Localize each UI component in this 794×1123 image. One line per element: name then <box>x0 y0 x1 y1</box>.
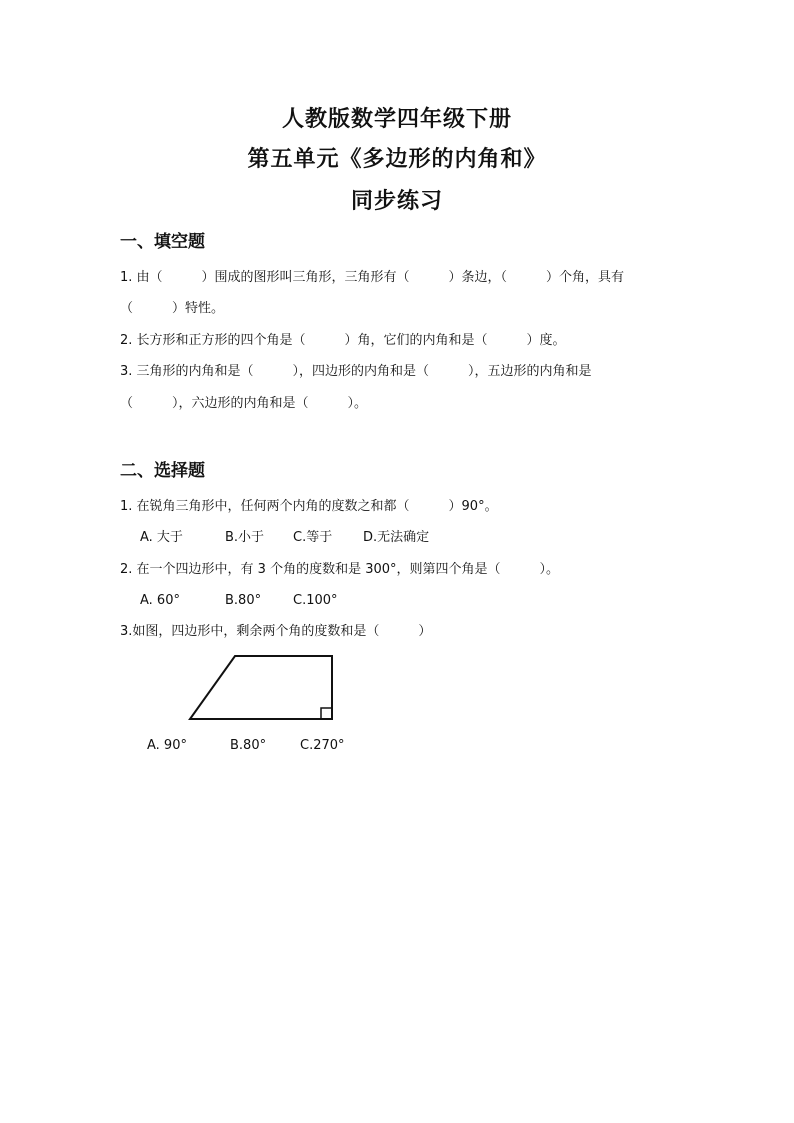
option-c: C.270° <box>300 738 345 753</box>
worksheet-unit-title: 第五单元《多边形的内角和》 <box>247 146 547 172</box>
fill-in-question-1-cont: （ ）特性。 <box>120 301 225 316</box>
quadrilateral-figure <box>180 648 340 728</box>
option-c: C.等于 <box>293 530 333 545</box>
option-b: B.80° <box>230 738 267 753</box>
choice-question-3-options <box>147 736 345 756</box>
worksheet-subtitle: 同步练习 <box>350 188 443 214</box>
fill-in-question-1: 1. 由（ ）围成的图形叫三角形，三角形有（ ）条边，（ ）个角，具有 <box>120 270 625 285</box>
choice-question-2: 2. 在一个四边形中，有 3 个角的度数和是 300°，则第四个角是（ ）。 <box>120 562 560 577</box>
option-a: A. 60° <box>140 593 180 608</box>
fill-in-question-3-cont: （ ），六边形的内角和是（ ）。 <box>120 396 368 411</box>
choice-question-3: 3.如图，四边形中，剩余两个角的度数和是（ ） <box>120 624 432 639</box>
choice-question-1-options <box>140 528 429 548</box>
option-d: D.无法确定 <box>363 530 430 545</box>
right-angle-mark <box>321 708 332 719</box>
option-c: C.100° <box>293 593 338 608</box>
section-choice-heading: 二、选择题 <box>120 461 205 481</box>
fill-in-question-2: 2. 长方形和正方形的四个角是（ ）角，它们的内角和是（ ）度。 <box>120 333 566 348</box>
quadrilateral-shape <box>190 656 332 719</box>
option-a: A. 大于 <box>140 530 183 545</box>
option-b: B.80° <box>225 593 262 608</box>
option-b: B.小于 <box>225 530 265 545</box>
option-a: A. 90° <box>147 738 187 753</box>
worksheet-title: 人教版数学四年级下册 <box>281 106 512 132</box>
section-fill-in-heading: 一、填空题 <box>120 232 205 252</box>
fill-in-question-3: 3. 三角形的内角和是（ ），四边形的内角和是（ ），五边形的内角和是 <box>120 364 592 379</box>
choice-question-2-options <box>140 591 338 611</box>
choice-question-1: 1. 在锐角三角形中，任何两个内角的度数之和都（ ）90°。 <box>120 499 498 514</box>
